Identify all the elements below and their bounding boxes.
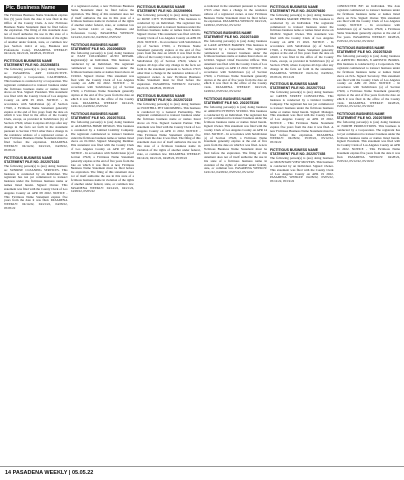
notice-body: The following person(s) is (are) doing business as: GREEN STREET CONSULTING. This business is conducted by a Limited Liability Company. The registrant has not yet commenced to transact business under the fictitious business name or names listed herein. Signed: Manager. This statement was filed with the County Clerk of Los Angeles County on APR 18 2022. NOTICE - This Fictitious Name Statement expires five years from the date it was filed. A new Fictitious Business Name Statement must be filed before the expiration. PASADENA WEEKLY: 04/28/22, 05/05/22, 05/12/22, 05/19/22	[270, 90, 334, 145]
notice-body: The following person(s) is (are) doing business as: ALTADENA HOME DESIGN. This business is conducted by a Limited Liability Company. The registrant commenced to transact business under the fictitious business name or names listed above on 01/2022. Signed: Managing Member. This statement was filed with the County Clerk of Los Angeles County on APR 07 2022. NOTICE - In accordance with Subdivision (a) of Section 17920, a Fictitious Name Statement generally expires at the end of five years from the date on which it was filed. A new Fictitious Business Name Statement must be filed before the expiration. The filing of this statement does not of itself authorize the use in this state of a fictitious business name in violation of the rights of another under federal, state, or common law. PASADENA WEEKLY: 04/14/22, 04/21/22, 04/28/22, 05/05/22	[70, 120, 134, 194]
column-6	[337, 5, 401, 466]
notice-title: FICTITIOUS BUSINESS NAME STATEMENT FILE NO. 2022077458	[270, 148, 326, 157]
notice	[337, 46, 401, 109]
notice-body: The following person(s) is (are) doing business as: LAKE AVENUE BAKERY. This business is conducted by a Corporation. The registrant commenced to transact business under the fictitious business name or names listed above on 02/2022. Signed: Chief Executive Officer. This statement was filed with the County Clerk of Los Angeles County on APR 13 2022. NOTICE - In accordance with Subdivision (a) of Section 17920, a Fictitious Name Statement generally expires at the end of five years from the date on which it was filed in the office of the County Clerk. PASADENA WEEKLY: 04/21/22, 04/28/22, 05/05/22, 05/12/22	[203, 39, 267, 94]
notice	[4, 156, 68, 211]
notice	[4, 14, 68, 56]
notice-body: The following person(s) is (are) doing business as: ARROYO FITNESS STUDIO. This business is conducted by an Individual. The registrant has not yet commenced to transact business under the fictitious business name or names listed herein. Signed: Owner. This statement was filed with the County Clerk of Los Angeles County on APR 14 2022. NOTICE - In accordance with Subdivision (a) of Section 17920, a Fictitious Name Statement generally expires at the end of five years from the date on which it was filed. A new Fictitious Business Name Statement must be filed before the expiration. The filing of this statement does not of itself authorize the use in this state of a fictitious business name in violation of the rights of another under federal, state, or common law. PASADENA WEEKLY: 04/21/22, 04/28/22, 05/05/22, 05/12/22	[203, 104, 267, 175]
notice-title: FICTITIOUS BUSINESS NAME STATEMENT FILE NO. 2022072215	[137, 93, 193, 102]
notice-body: The following person(s) is (are) doing business as: SIERRA MADRE PHOTO. This business is conducted by an Individual. The registrant commenced to transact business under the fictitious business name or names listed above on 04/2022. Signed: Owner. This statement was filed with the County Clerk of Los Angeles County on APR 15 2022. NOTICE - In accordance with Subdivision (a) of Section 17920, a Fictitious Name Statement generally expires at the end of five years from the date on which it was filed in the office of the County Clerk, except, as provided in Subdivision (b) of Section 17920, where it expires 40 days after any change in the facts set forth in the statement. PASADENA WEEKLY: 04/21/22, 04/28/22, 05/05/22, 05/12/22	[270, 13, 334, 79]
column-5	[270, 5, 334, 466]
notice-title: FICTITIOUS BUSINESS NAME STATEMENT FILE NO. 2022078240	[336, 46, 392, 55]
notice-body: CONDUCTED BY: an Individual. The date registrant commenced to transact business under the fictitious business name or names listed above on N/A. Signed: Owner. This statement was filed with the County Clerk of Los Angeles County. NOTICE - In accordance with Subdivision (a) of Section 17920, a Fictitious Name Statement generally expires at the end of five years. PASADENA WEEKLY: 04/28/22, 05/05/22, 05/12/22, 05/19/22	[336, 5, 400, 43]
notice-body: The following person(s) is (are) doing business as: PASADENA ART COLLECTIVE. Registrant(s): a Corporation, CALIFORNIA. This business is conducted by a Corporation. The registrant commenced to transact business under the fictitious business name or names listed above on N/A. Signed: President. This statement was filed with the County Clerk of Los Angeles County on APR 05 2022. NOTICE - In accordance with Subdivision (a) of Section 17920, a Fictitious Name Statement generally expires at the end of five years from the date on which it was filed in the office of the County Clerk, except, as provided in Subdivision (b) of Section 17920, where it expires 40 days after any change in the facts set forth in the statement pursuant to Section 17913 other than a change in the residence address of a registered owner. A new Fictitious Business Name Statement must be filed before the expiration. PASADENA WEEKLY: 04/14/22, 04/21/22, 04/28/22, 05/05/22	[4, 67, 68, 152]
notice-body: The Fictitious Business Name Statement expires five (5) years from the date it was filed in the Office of the County Clerk. A new Fictitious Business Name Statement must be filed before the expiration. The filing of this statement does not of itself authorize the use in this state of a fictitious business name in violation of the rights of another under federal, state, or common law (see Section 14411 et seq., Business and Professions Code). PASADENA WEEKLY: 04/14/22, 04/21/22, 04/28/22, 05/05/22	[4, 13, 68, 56]
notice	[204, 31, 268, 94]
notice-title: FICTITIOUS BUSINESS NAME STATEMENT FILE NO. 2022070311	[70, 112, 126, 121]
notice-body: The following person(s) is (are) doing business as: SUNRISE CLEANING SERVICES. This business is conducted by an Individual. The registrant has not yet commenced to transact business under the fictitious business name or names listed herein. Signed: Owner. This statement was filed with the County Clerk of Los Angeles County on APR 08 2022. NOTICE - This Fictitious Name Statement expires five years from the date it was filed. PASADENA WEEKLY: 04/14/22, 04/21/22, 04/28/22, 05/05/22	[4, 163, 68, 211]
notice-body: The following person(s) is (are) doing business as: ARTISTIC BOOKS, 8 ARTISTIC BOOKS. This business is conducted by a Corporation. The registrant commenced to transact business under the fictitious business name or names listed above on N/A. Signed: Secretary. This statement was filed with the County Clerk of Los Angeles County on APR 20 2022. NOTICE - In accordance with Subdivision (a) of Section 17920, a Fictitious Name Statement generally expires at the end of five years from the date on which it was filed in the office of the County Clerk. PASADENA WEEKLY: 04/28/22, 05/05/22, 05/12/22, 05/19/22	[336, 54, 400, 109]
notice	[137, 5, 201, 91]
notice	[71, 112, 135, 194]
column-4	[204, 5, 268, 466]
column-3	[137, 5, 201, 466]
notice	[71, 5, 135, 40]
notice	[137, 94, 201, 161]
notice-title: FICTITIOUS BUSINESS NAME STATEMENT FILE NO. 2022071022	[4, 155, 60, 164]
notice	[204, 5, 268, 28]
notice	[204, 97, 268, 175]
notice-body: The following person(s) is (are) doing business as: FOOTHILL PET GROOMING. This business is conducted by a General Partnership. The registrant commenced to transact business under the fictitious business name or names listed above on N/A. Signed: General Partner. This statement was filed with the County Clerk of Los Angeles County on APR 11 2022. NOTICE - This Fictitious Name Statement expires five years from the date it was filed. The filing of this statement does not of itself authorize the use in this state of a fictitious business name in violation of the rights of another under federal, state, or common law. PASADENA WEEKLY: 04/14/22, 04/21/22, 04/28/22, 05/05/22	[137, 101, 201, 160]
column-1	[4, 5, 68, 466]
notice-title: FICTITIOUS BUSINESS NAME STATEMENT FILE NO. 2022078995	[336, 112, 392, 121]
notice-body: The following person(s) is (are) doing business as: EAST COLORADO AUTO REPAIR. Registrant(s): an Individual. This business is conducted by an Individual. The registrant commenced to transact business under the fictitious business name or names listed above on 03/2022. Signed: Owner. This statement was filed with the County Clerk of Los Angeles County on APR 04 2022. NOTICE - In accordance with Subdivision (a) of Section 17920, a Fictitious Name Statement generally expires at the end of five years from the date on which it was filed in the office of the County Clerk. PASADENA WEEKLY: 04/14/22, 04/21/22, 04/28/22, 05/05/22	[70, 50, 134, 109]
notice	[337, 5, 401, 43]
notice	[270, 82, 334, 145]
notice-body: The following person(s) is (are) doing business as: MOUNTAIN VIEW MOVERS. This business is conducted by an Individual. Signed: Owner. This statement was filed with the County Clerk of Los Angeles County on APR 19 2022. PASADENA WEEKLY: 04/28/22, 05/05/22, 05/12/22, 05/19/22	[270, 156, 334, 184]
column-2	[71, 5, 135, 466]
notice-body: of a registered owner, a new Fictitious Business Name Statement must be filed before the expiration. The filing of this statement does not of itself authorize the use in this state of a fictitious business name in violation of the rights of another under federal, state, or common law (see Section 14411 et seq., Business and Professions Code). PASADENA WEEKLY: 04/14/22, 04/21/22, 04/28/22, 05/05/22	[70, 5, 134, 39]
page-footer	[0, 466, 404, 480]
notice	[270, 148, 334, 184]
notice-body: so indicated in the statement pursuant to Section 17913 other than a change in the residence address of a registered owner. A new Fictitious Business Name Statement must be filed before the expiration. PASADENA WEEKLY: 04/21/22, 04/28/22, 05/05/22, 05/12/22	[203, 5, 267, 28]
notice-columns	[4, 5, 400, 466]
notice-body: The following person(s) is (are) doing business as: NORTH PRODUCTIONS. This business is conducted by a Corporation. The registrant has not yet commenced to transact business under the fictitious business name or names listed herein. Signed: President. This statement was filed with the County Clerk of Los Angeles County on APR 21 2022. NOTICE - This Fictitious Name Statement expires five years from the date it was filed. PASADENA WEEKLY: 04/28/22, 05/05/22, 05/12/22, 05/19/22	[336, 120, 400, 163]
notice	[71, 43, 135, 110]
notice	[337, 112, 401, 163]
section-heading: Pic. Business Name	[4, 5, 68, 12]
notice	[4, 59, 68, 153]
notice	[270, 5, 334, 79]
notice-title: FICTITIOUS BUSINESS NAME STATEMENT FILE NO. 2022069904	[137, 5, 193, 13]
notice-title: FICTITIOUS BUSINESS NAME STATEMENT FILE NO. 2022076630	[270, 5, 326, 13]
notice-title: FICTITIOUS BUSINESS NAME STATEMENT FILE NO. 2022068520	[70, 42, 126, 51]
notice-title: FICTITIOUS BUSINESS NAME STATEMENT FILE NO. 2022068874	[4, 59, 60, 68]
footer-folio: 14 PASADENA WEEKLY | 05.05.22	[5, 470, 94, 476]
notice-title: FICTITIOUS BUSINESS NAME STATEMENT FILE NO. 2022075106	[203, 96, 259, 105]
notice-title: FICTITIOUS BUSINESS NAME STATEMENT FILE NO. 2022077012	[270, 82, 326, 91]
notice-title: FICTITIOUS BUSINESS NAME STATEMENT FILE NO. 2022074480	[203, 31, 259, 40]
notice-body: The following person(s) is (are) doing business as: ROSE CITY TUTORING. This business is conducted by an Individual. The registrant has not yet commenced to transact business under the fictitious business name or names listed herein. Signed: Owner. This statement was filed with the County Clerk of Los Angeles County on APR 06 2022. NOTICE - In accordance with Subdivision (a) of Section 17920, a Fictitious Name Statement generally expires at the end of five years from the date on which it was filed in the office of the County Clerk, except, as provided in Subdivision (b) of Section 17920, where it expires 40 days after any change in the facts set forth in the statement pursuant to Section 17913 other than a change in the residence address of a registered owner. A new Fictitious Business Name Statement must be filed before the expiration. PASADENA WEEKLY: 04/14/22, 04/21/22, 04/28/22, 05/05/22	[137, 13, 201, 91]
